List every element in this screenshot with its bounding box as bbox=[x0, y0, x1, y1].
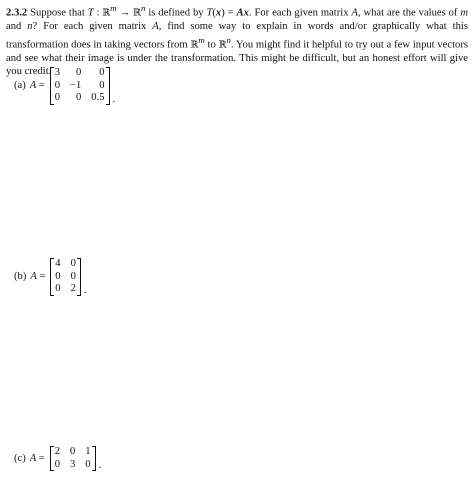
part-b-label: (b) bbox=[14, 271, 27, 283]
part-a-equation: A = bbox=[29, 80, 45, 92]
matrix-b bbox=[50, 258, 81, 296]
matrix-entry: 0.5 bbox=[91, 92, 105, 103]
problem-number: 2.3.2 bbox=[6, 7, 28, 19]
matrix-c bbox=[50, 446, 96, 471]
problem-text: Suppose that bbox=[27, 7, 88, 19]
part-a bbox=[14, 67, 115, 105]
matrix-entry: 0 bbox=[70, 270, 76, 282]
matrix-entry: 0 bbox=[54, 79, 60, 91]
part-b-equation: A = bbox=[30, 271, 46, 283]
matrix-entry: 2 bbox=[70, 283, 76, 294]
problem-statement: 2.3.2 Suppose that T : ℝ$^m$ → ℝ$^n$ is defined by T(x) = Ax. For each given matrix A, what are the values of m and n? For each given matrix A, find some way to explain in words and/or graphically what this transformation does in taking vectors from ℝ$^m$ to ℝ$^n$. You might find it helpful to try out a few input vectors and see what their image is under the transformation. This might be difficult, but an honest effort will give you credit. bbox=[6, 3, 468, 78]
matrix-entry: 0 bbox=[54, 458, 60, 470]
part-a-period: . bbox=[112, 93, 116, 105]
matrix-entry: 2 bbox=[54, 446, 60, 457]
matrix-entry: 0 bbox=[75, 67, 82, 78]
part-c bbox=[14, 446, 101, 471]
part-b-period: . bbox=[83, 284, 87, 296]
matrix-entry: 0 bbox=[85, 458, 91, 470]
matrix-entry: 0 bbox=[70, 258, 76, 269]
matrix-entry: 0 bbox=[69, 446, 76, 457]
part-a-label: (a) bbox=[14, 80, 26, 92]
part-c-equation: A = bbox=[29, 453, 45, 464]
matrix-entry: 3 bbox=[54, 67, 60, 78]
matrix-a bbox=[50, 67, 110, 105]
matrix-entry: −1 bbox=[69, 79, 82, 91]
matrix-entry: 0 bbox=[99, 79, 105, 91]
matrix-entry: 4 bbox=[55, 258, 61, 269]
matrix-entry: 0 bbox=[55, 283, 61, 294]
part-c-label: (c) bbox=[14, 453, 26, 464]
matrix-entry: 0 bbox=[54, 92, 60, 103]
part-c-period: . bbox=[98, 460, 102, 471]
matrix-entry: 0 bbox=[99, 67, 105, 78]
matrix-entry: 0 bbox=[55, 270, 61, 282]
part-b bbox=[14, 258, 87, 296]
matrix-entry: 3 bbox=[69, 458, 76, 470]
matrix-entry: 1 bbox=[85, 446, 91, 457]
matrix-entry: 0 bbox=[75, 92, 82, 103]
